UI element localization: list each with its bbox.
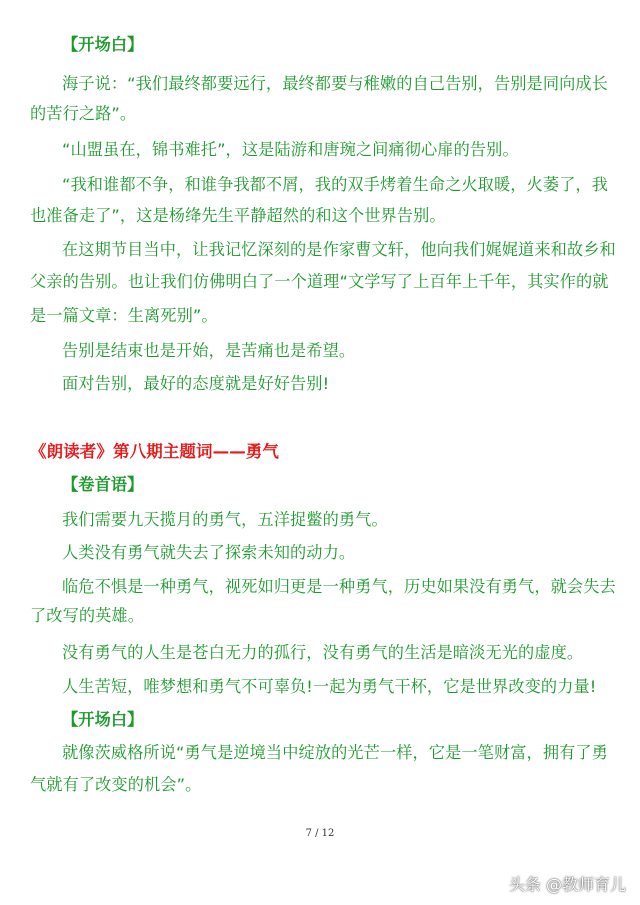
paragraph-line: “山盟虽在，锦书难托”，这是陆游和唐琬之间痛彻心扉的告别。 xyxy=(62,140,519,159)
section-heading-opening-1: 【开场白】 xyxy=(62,35,144,54)
paragraph-line: “我和谁都不争，和谁争我都不屑，我的双手烤着生命之火取暖，火萎了，我 xyxy=(62,175,608,194)
paragraph-line: 没有勇气的人生是苍白无力的孤行，没有勇气的生活是暗淡无光的虚度。 xyxy=(62,643,584,662)
watermark: 头条 @教师育儿 xyxy=(508,875,626,894)
section-heading-opening-2: 【开场白】 xyxy=(62,710,144,729)
page-number: 7 / 12 xyxy=(305,828,335,839)
paragraph-line: 就像茨威格所说“勇气是逆境当中绽放的光芒一样，它是一笔财富，拥有了勇 xyxy=(62,743,608,762)
paragraph-line: 气就有了改变的机会”。 xyxy=(30,775,202,794)
paragraph-line: 告别是结束也是开始，是苦痛也是希望。 xyxy=(62,341,356,360)
paragraph-line: 临危不惧是一种勇气，视死如归更是一种勇气，历史如果没有勇气，就会失去 xyxy=(62,577,616,596)
paragraph-line: 是一篇文章：生离死别”。 xyxy=(30,306,218,325)
paragraph-line: 面对告别，最好的态度就是好好告别! xyxy=(62,374,330,393)
paragraph-line: 人类没有勇气就失去了探索未知的动力。 xyxy=(62,543,356,562)
paragraph-line: 的苦行之路”。 xyxy=(30,104,137,123)
paragraph-line: 人生苦短，唯梦想和勇气不可辜负!一起为勇气干杯，它是世界改变的力量! xyxy=(62,677,597,696)
paragraph-line: 我们需要九天揽月的勇气，五洋捉鳖的勇气。 xyxy=(62,510,388,529)
paragraph-line: 父亲的告别。也让我们仿佛明白了一个道理“文学写了上百年上千年，其实作的就 xyxy=(30,272,609,291)
paragraph-line: 了改写的英雄。 xyxy=(30,606,145,625)
paragraph-line: 海子说：“我们最终都要远行，最终都要与稚嫩的自己告别，告别是同向成长 xyxy=(62,74,608,93)
paragraph-line: 也准备走了”，这是杨绛先生平静超然的和这个世界告别。 xyxy=(30,206,446,225)
episode-title: 《朗读者》第八期主题词——勇气 xyxy=(30,442,279,461)
paragraph-line: 在这期节目当中，让我记忆深刻的是作家曹文轩，他向我们娓娓道来和故乡和 xyxy=(62,240,616,259)
section-heading-preface: 【卷首语】 xyxy=(62,475,144,494)
